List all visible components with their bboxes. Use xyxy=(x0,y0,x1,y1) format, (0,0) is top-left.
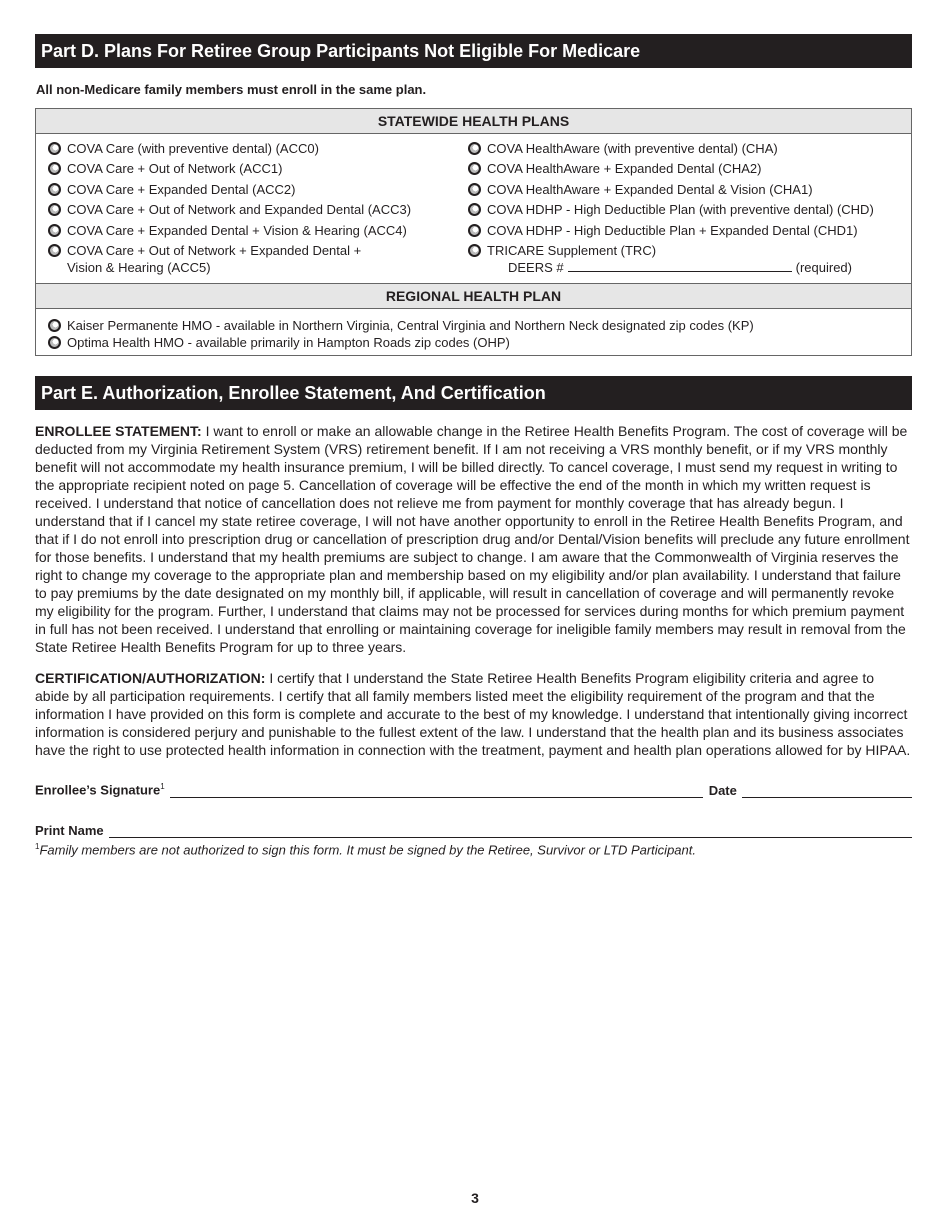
regional-plan-title: REGIONAL HEALTH PLAN xyxy=(36,283,911,309)
certification-statement xyxy=(35,669,912,759)
plan-option-acc0[interactable] xyxy=(48,140,468,157)
plan-label: COVA HDHP - High Deductible Plan + Expanded Dental (CHD1) xyxy=(487,222,858,238)
footnote-marker: 1 xyxy=(35,841,40,851)
radio-button-icon[interactable] xyxy=(48,162,61,175)
plans-box xyxy=(35,108,912,356)
part-d-header: Part D. Plans For Retiree Group Participants Not Eligible For Medicare xyxy=(35,34,912,68)
signature-label: Enrollee’s Signature$^1$ xyxy=(35,782,165,798)
plan-label: COVA Care + Out of Network + Expanded Dental + Vision & Hearing (ACC5) xyxy=(67,242,362,275)
part-d-note: All non-Medicare family members must enroll in the same plan. xyxy=(36,82,427,97)
plan-option-cha1[interactable] xyxy=(468,181,908,198)
plan-label: COVA HealthAware (with preventive dental) (CHA) xyxy=(487,141,778,156)
plan-option-kp[interactable] xyxy=(48,317,911,334)
plan-option-chd[interactable] xyxy=(468,201,908,218)
radio-button-icon[interactable] xyxy=(468,203,481,216)
radio-button-icon[interactable] xyxy=(468,244,481,257)
plan-option-acc2[interactable] xyxy=(48,181,468,198)
statewide-left-column xyxy=(48,140,468,279)
radio-button-icon[interactable] xyxy=(48,142,61,155)
deers-label: DEERS # xyxy=(508,259,564,275)
radio-button-icon[interactable] xyxy=(468,142,481,155)
enrollee-statement xyxy=(35,422,912,656)
certification-heading: CERTIFICATION/AUTHORIZATION: xyxy=(35,670,266,687)
print-name-label: Print Name xyxy=(35,822,104,838)
form-page xyxy=(35,34,912,857)
plan-label: COVA Care + Expanded Dental + Vision & Hearing (ACC4) xyxy=(67,222,407,238)
plan-label: Optima Health HMO - available primarily in Hampton Roads zip codes (OHP) xyxy=(67,335,510,351)
plan-option-trc[interactable] xyxy=(468,242,908,259)
statewide-plans-title: STATEWIDE HEALTH PLANS xyxy=(36,109,911,134)
statewide-plans-grid xyxy=(36,134,911,283)
plan-option-cha2[interactable] xyxy=(468,160,908,177)
plan-label: Kaiser Permanente HMO - available in Northern Virginia, Central Virginia and Northern Neck designated zip codes (KP) xyxy=(67,318,754,334)
page-number: 3 xyxy=(471,1190,479,1206)
print-name-field[interactable] xyxy=(109,825,912,838)
footnote-text: Family members are not authorized to sign this form. It must be signed by the Retiree, Survivor or LTD Participant. xyxy=(39,842,696,857)
print-name-row xyxy=(35,823,912,838)
plan-label: COVA Care + Out of Network (ACC1) xyxy=(67,161,283,177)
radio-button-icon[interactable] xyxy=(48,203,61,216)
enrollee-statement-heading: ENROLLEE STATEMENT: xyxy=(35,423,202,440)
radio-button-icon[interactable] xyxy=(468,224,481,237)
plan-option-acc5[interactable] xyxy=(48,242,468,276)
plan-option-acc1[interactable] xyxy=(48,160,468,177)
certification-text: I certify that I understand the State Retiree Health Benefits Program eligibility criteria and agree to abide by all participation requirements. I certify that all family members listed meet the eligibility requirement of the program and that the information I have provided on this form is complete and accurate to the best of my knowledge. I understand that intentionally giving incorrect information is considered perjury and punishable to the fullest extent of the law. I understand that the health plan and its business associates have the right to use protected health information in connection with the treatment, payment and health plan operations allowed for by HIPAA. xyxy=(35,670,911,759)
radio-button-icon[interactable] xyxy=(48,244,61,257)
enrollee-statement-text: I want to enroll or make an allowable change in the Retiree Health Benefits Program. The cost of coverage will be deducted from my Virginia Retirement System (VRS) retirement benefit. If I am not receiving a VRS monthly benefit, or if my VRS monthly benefit will not accommodate my health insurance premium, I will be billed directly. To cancel coverage, I must send my request in writing to the appropriate recipient noted on page 5. Cancellation of coverage will be effective the end of the month in which my written request is received. I understand that notice of cancellation does not relieve me from payment for monthly coverage that has already begun. I understand that if I cancel my state retiree coverage, I will not have another opportunity to enroll in the Retiree Health Benefits Program, and that if I do not enroll into prescription drug or cancellation of prescription drug and/or Dental/Vision benefits will preclude any future enrollment for those benefits. I understand that my health premiums are subject to change. I am aware that the Commonwealth of Virginia reserves the right to change my coverage to the appropriate plan and membership based on my eligibility and/or plan availability. I understand that failure to pay premiums by the date designated on my monthly bill, if applicable, will result in cancellation of coverage and will permanently revoke my eligibility for the program. Further, I understand that claims may not be processed for services during months for which premium payment in full has not been received. I understand that enrolling or maintaining coverage for ineligible family members may result in removal from the State Retiree Health Benefits Program for up to three years. xyxy=(35,423,910,656)
plan-option-ohp[interactable] xyxy=(48,334,911,351)
deers-input-line[interactable] xyxy=(568,259,792,272)
radio-button-icon[interactable] xyxy=(468,183,481,196)
radio-button-icon[interactable] xyxy=(48,319,61,332)
statewide-right-column xyxy=(468,140,908,279)
plan-label: COVA Care (with preventive dental) (ACC0) xyxy=(67,141,319,156)
regional-plans-list xyxy=(36,309,911,355)
plan-label: COVA HDHP - High Deductible Plan (with preventive dental) (CHD) xyxy=(487,202,874,218)
date-label: Date xyxy=(708,782,737,798)
radio-button-icon[interactable] xyxy=(48,183,61,196)
plan-option-cha[interactable] xyxy=(468,140,908,157)
radio-button-icon[interactable] xyxy=(468,162,481,175)
radio-button-icon[interactable] xyxy=(48,224,61,237)
deers-required-label: (required) xyxy=(795,259,852,275)
part-e-header: Part E. Authorization, Enrollee Statement, And Certification xyxy=(35,376,912,410)
radio-button-icon[interactable] xyxy=(48,336,61,349)
signature-field[interactable] xyxy=(170,785,703,798)
plan-label: COVA Care + Expanded Dental (ACC2) xyxy=(67,181,296,197)
part-e-section xyxy=(35,376,912,857)
plan-option-chd1[interactable] xyxy=(468,222,908,239)
plan-label: TRICARE Supplement (TRC) xyxy=(487,242,657,258)
footnote xyxy=(35,842,912,857)
signature-row xyxy=(35,782,912,797)
plan-label: COVA HealthAware + Expanded Dental & Vision (CHA1) xyxy=(487,181,813,197)
date-field[interactable] xyxy=(742,785,912,798)
plan-label: COVA HealthAware + Expanded Dental (CHA2) xyxy=(487,161,762,177)
plan-label: COVA Care + Out of Network and Expanded Dental (ACC3) xyxy=(67,202,412,218)
plan-option-acc4[interactable] xyxy=(48,222,468,239)
plan-option-acc3[interactable] xyxy=(48,201,468,218)
deers-field xyxy=(468,259,908,276)
